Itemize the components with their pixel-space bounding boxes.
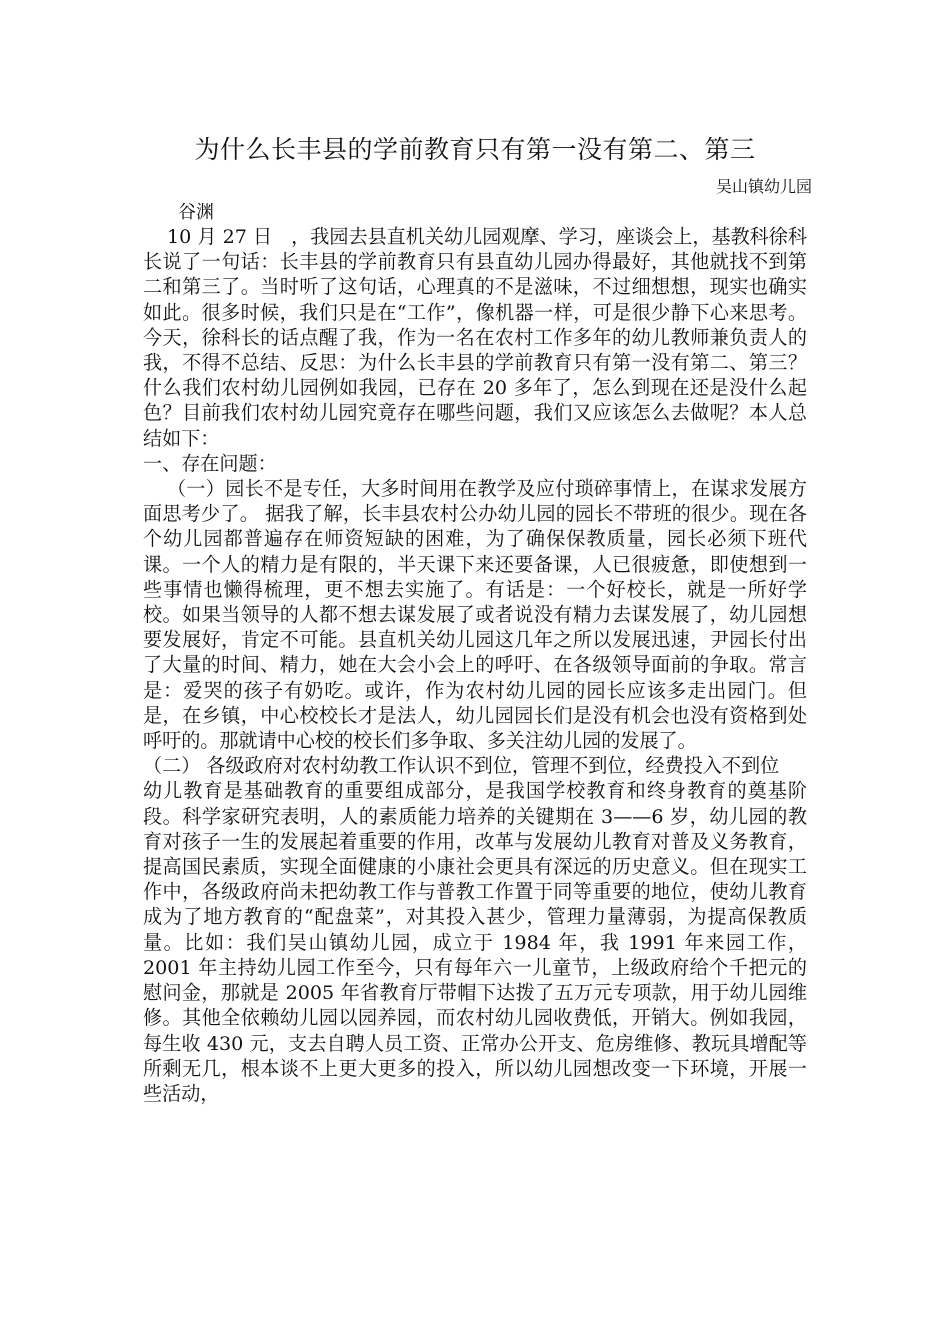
author-name: 谷渊 bbox=[178, 202, 214, 223]
author-affiliation: 吴山镇幼儿园 bbox=[715, 177, 812, 196]
document-title: 为什么长丰县的学前教育只有第一没有第二、第三 bbox=[194, 135, 756, 164]
paragraph-problem-2: 幼儿教育是基础教育的重要组成部分，是我国学校教育和终身教育的奠基阶段。科学家研究表明，人的素质能力培养的关键期在 3——6 岁，幼儿园的教育对孩子一生的发展起着重要的作用，改革与发展幼儿教育对普及义务教育，提高国民素质，实现全面健康的小康社会更具有深远的历史意义。但在现实工作中，各级政府尚未把幼教工作与普教工作置于同等重要的地位，使幼儿教育成为了地方教育的“配盘菜”，对其投入甚少，管理力量薄弱，为提高保教质量。比如：我们吴山镇幼儿园，成立于 1984 年，我 1991 年来园工作，2001 年主持幼儿园工作至今，只有每年六一儿童节，上级政府给个千把元的慰问金，那就是 2005 年省教育厅带帽下达拨了五万元专项款，用于幼儿园维修。其他全依赖幼儿园以园养园，而农村幼儿园收费低，开销大。例如我园，每生收 430 元，支去自聘人员工资、正常办公开支、危房维修、教玩具增配等所剩无几，根本谈不上更大更多的投入，所以幼儿园想改变一下环境，开展一些活动， bbox=[143, 779, 807, 1105]
section-heading-problems: 一、存在问题： bbox=[143, 451, 277, 475]
document-body bbox=[143, 224, 807, 1106]
paragraph-problem-1: （一）园长不是专任，大多时间用在教学及应付琐碎事情上，在谋求发展方面思考少了。 据我了解，长丰县农村公办幼儿园的园长不带班的很少。现在各个幼儿园都普遍存在师资短缺的困难，为了确保保教质量，园长必须下班代课。一个人的精力是有限的，半天课下来还要备课，人已很疲惫，即使想到一些事情也懒得梳理，更不想去实施了。有话是：一个好校长，就是一所好学校。如果当领导的人都不想去谋发展了或者说没有精力去谋发展了，幼儿园想要发展好，肯定不可能。县直机关幼儿园这几年之所以发展迅速，尹园长付出了大量的时间、精力，她在大会小会上的呼吁、在各级领导面前的争取。常言是：爱哭的孩子有奶吃。或许，作为农村幼儿园的园长应该多走出园门。但是，在乡镇，中心校校长才是法人，幼儿园园长们是没有机会也没有资格到处呼吁的。那就请中心校的校长们多争取、多关注幼儿园的发展了。 bbox=[143, 477, 807, 753]
paragraph-intro: 10 月 27 日 ，我园去县直机关幼儿园观摩、学习，座谈会上，基教科徐科长说了一句话：长丰县的学前教育只有县直幼儿园办得最好，其他就找不到第二和第三了。当时听了这句话，心理真的不是滋味，不过细想想，现实也确实如此。很多时候，我们只是在“工作”，像机器一样，可是很少静下心来思考。今天，徐科长的话点醒了我，作为一名在农村工作多年的幼儿教师兼负责人的我，不得不总结、反思：为什么长丰县的学前教育只有第一没有第二、第三？什么我们农村幼儿园例如我园，已存在 20 多年了，怎么到现在还是没什么起色？目前我们农村幼儿园究竟存在哪些问题，我们又应该怎么去做呢？本人总结如下： bbox=[143, 225, 807, 450]
subheading-problem-2: （二） 各级政府对农村幼教工作认识不到位，管理不到位，经费投入不到位 bbox=[143, 754, 780, 778]
